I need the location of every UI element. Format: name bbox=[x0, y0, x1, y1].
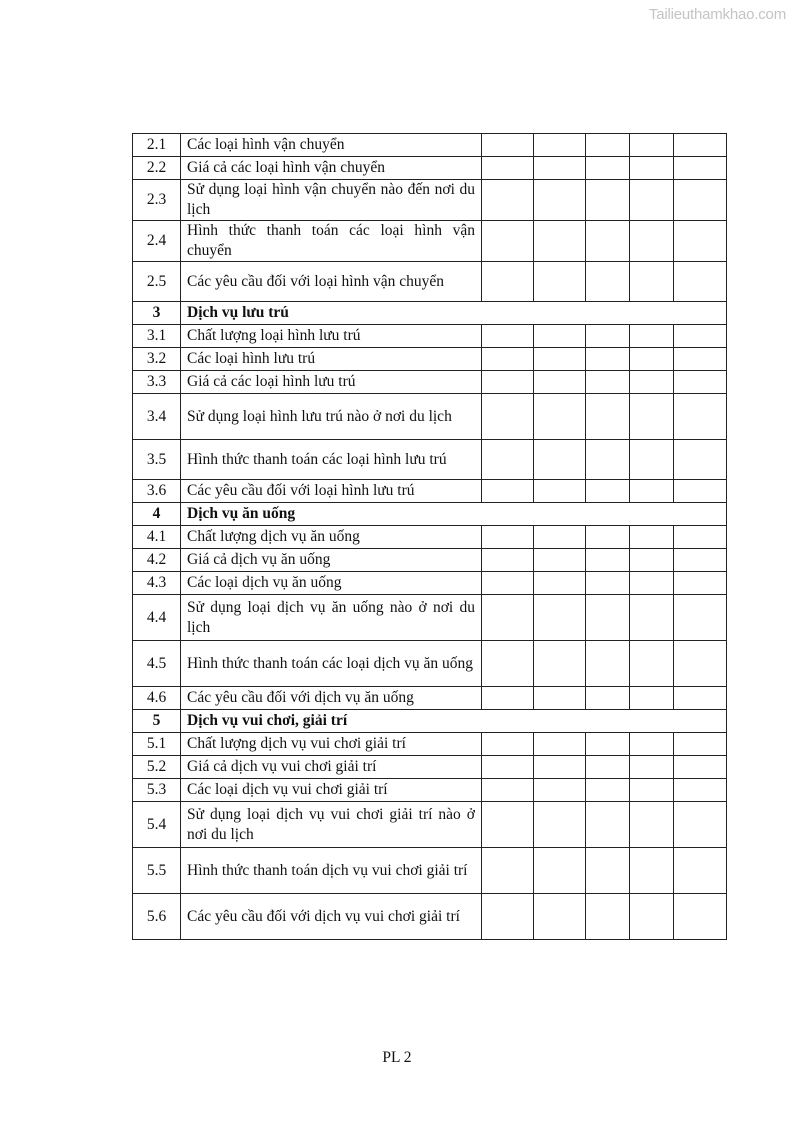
rating-cell[interactable] bbox=[586, 394, 630, 440]
rating-cell[interactable] bbox=[586, 440, 630, 480]
rating-cell[interactable] bbox=[674, 595, 727, 641]
rating-cell[interactable] bbox=[482, 779, 534, 802]
rating-cell[interactable] bbox=[534, 262, 586, 302]
table-row bbox=[133, 687, 727, 710]
row-number: 4.4 bbox=[133, 595, 181, 641]
rating-cell[interactable] bbox=[586, 262, 630, 302]
rating-cell[interactable] bbox=[630, 221, 674, 262]
section-title: Dịch vụ ăn uống bbox=[181, 503, 727, 526]
rating-cell[interactable] bbox=[630, 572, 674, 595]
criterion-text: Sử dụng loại dịch vụ vui chơi giải trí nào ở nơi du lịch bbox=[181, 802, 482, 848]
rating-cell[interactable] bbox=[482, 802, 534, 848]
table-row bbox=[133, 572, 727, 595]
row-number: 5.4 bbox=[133, 802, 181, 848]
rating-cell[interactable] bbox=[674, 641, 727, 687]
rating-cell[interactable] bbox=[534, 134, 586, 157]
table-row bbox=[133, 848, 727, 894]
rating-cell[interactable] bbox=[630, 756, 674, 779]
row-number: 3 bbox=[133, 302, 181, 325]
rating-cell[interactable] bbox=[482, 572, 534, 595]
rating-cell[interactable] bbox=[674, 549, 727, 572]
rating-cell[interactable] bbox=[674, 440, 727, 480]
criterion-text: Sử dụng loại hình vận chuyển nào đến nơi du lịch bbox=[181, 180, 482, 221]
rating-cell[interactable] bbox=[534, 394, 586, 440]
rating-cell[interactable] bbox=[534, 549, 586, 572]
rating-cell[interactable] bbox=[482, 262, 534, 302]
rating-cell[interactable] bbox=[534, 371, 586, 394]
rating-cell[interactable] bbox=[630, 157, 674, 180]
rating-cell[interactable] bbox=[630, 894, 674, 940]
row-number: 3.6 bbox=[133, 480, 181, 503]
rating-cell[interactable] bbox=[630, 180, 674, 221]
rating-cell[interactable] bbox=[586, 595, 630, 641]
criterion-text: Sử dụng loại dịch vụ ăn uống nào ở nơi du lịch bbox=[181, 595, 482, 641]
rating-cell[interactable] bbox=[482, 687, 534, 710]
row-number: 5.5 bbox=[133, 848, 181, 894]
rating-cell[interactable] bbox=[586, 733, 630, 756]
table-row bbox=[133, 480, 727, 503]
section-header-row bbox=[133, 710, 727, 733]
rating-cell[interactable] bbox=[586, 371, 630, 394]
rating-cell[interactable] bbox=[534, 480, 586, 503]
rating-cell[interactable] bbox=[586, 756, 630, 779]
rating-cell[interactable] bbox=[482, 221, 534, 262]
rating-cell[interactable] bbox=[586, 802, 630, 848]
rating-cell[interactable] bbox=[630, 848, 674, 894]
criterion-text: Các loại dịch vụ ăn uống bbox=[181, 572, 482, 595]
table-row bbox=[133, 595, 727, 641]
criterion-text: Các yêu cầu đối với dịch vụ ăn uống bbox=[181, 687, 482, 710]
criterion-text: Giá cả dịch vụ ăn uống bbox=[181, 549, 482, 572]
table-row bbox=[133, 394, 727, 440]
rating-cell[interactable] bbox=[534, 572, 586, 595]
rating-cell[interactable] bbox=[534, 779, 586, 802]
table-row bbox=[133, 733, 727, 756]
watermark: Tailieuthamkhao.com bbox=[648, 6, 786, 23]
rating-cell[interactable] bbox=[674, 180, 727, 221]
rating-cell[interactable] bbox=[674, 687, 727, 710]
rating-cell[interactable] bbox=[482, 134, 534, 157]
rating-cell[interactable] bbox=[586, 641, 630, 687]
rating-cell[interactable] bbox=[586, 779, 630, 802]
rating-cell[interactable] bbox=[534, 325, 586, 348]
criterion-text: Các loại dịch vụ vui chơi giải trí bbox=[181, 779, 482, 802]
rating-cell[interactable] bbox=[534, 733, 586, 756]
rating-cell[interactable] bbox=[586, 894, 630, 940]
row-number: 5.2 bbox=[133, 756, 181, 779]
rating-cell[interactable] bbox=[674, 221, 727, 262]
table-row bbox=[133, 348, 727, 371]
rating-cell[interactable] bbox=[534, 180, 586, 221]
rating-cell[interactable] bbox=[482, 157, 534, 180]
row-number: 2.2 bbox=[133, 157, 181, 180]
rating-cell[interactable] bbox=[674, 526, 727, 549]
rating-cell[interactable] bbox=[674, 894, 727, 940]
rating-cell[interactable] bbox=[482, 733, 534, 756]
rating-cell[interactable] bbox=[674, 802, 727, 848]
row-number: 4 bbox=[133, 503, 181, 526]
rating-cell[interactable] bbox=[674, 756, 727, 779]
criterion-text: Chất lượng loại hình lưu trú bbox=[181, 325, 482, 348]
rating-cell[interactable] bbox=[630, 134, 674, 157]
row-number: 5.3 bbox=[133, 779, 181, 802]
rating-cell[interactable] bbox=[674, 371, 727, 394]
rating-cell[interactable] bbox=[586, 348, 630, 371]
rating-cell[interactable] bbox=[674, 572, 727, 595]
table-row bbox=[133, 134, 727, 157]
rating-cell[interactable] bbox=[586, 848, 630, 894]
survey-table-body bbox=[133, 134, 727, 940]
row-number: 2.1 bbox=[133, 134, 181, 157]
criterion-text: Giá cả các loại hình vận chuyển bbox=[181, 157, 482, 180]
rating-cell[interactable] bbox=[586, 157, 630, 180]
rating-cell[interactable] bbox=[630, 348, 674, 371]
survey-table bbox=[132, 133, 727, 940]
rating-cell[interactable] bbox=[586, 221, 630, 262]
rating-cell[interactable] bbox=[674, 848, 727, 894]
rating-cell[interactable] bbox=[482, 371, 534, 394]
table-row bbox=[133, 325, 727, 348]
table-row bbox=[133, 526, 727, 549]
rating-cell[interactable] bbox=[630, 262, 674, 302]
rating-cell[interactable] bbox=[630, 440, 674, 480]
row-number: 4.2 bbox=[133, 549, 181, 572]
section-header-row bbox=[133, 302, 727, 325]
rating-cell[interactable] bbox=[630, 526, 674, 549]
rating-cell[interactable] bbox=[482, 526, 534, 549]
rating-cell[interactable] bbox=[482, 348, 534, 371]
rating-cell[interactable] bbox=[534, 687, 586, 710]
row-number: 2.4 bbox=[133, 221, 181, 262]
row-number: 3.4 bbox=[133, 394, 181, 440]
rating-cell[interactable] bbox=[534, 157, 586, 180]
rating-cell[interactable] bbox=[586, 180, 630, 221]
rating-cell[interactable] bbox=[674, 134, 727, 157]
table-row bbox=[133, 440, 727, 480]
criterion-text: Sử dụng loại hình lưu trú nào ở nơi du lịch bbox=[181, 394, 482, 440]
rating-cell[interactable] bbox=[482, 394, 534, 440]
rating-cell[interactable] bbox=[534, 440, 586, 480]
rating-cell[interactable] bbox=[674, 348, 727, 371]
row-number: 3.1 bbox=[133, 325, 181, 348]
table-row bbox=[133, 371, 727, 394]
criterion-text: Các loại hình vận chuyển bbox=[181, 134, 482, 157]
criterion-text: Hình thức thanh toán các loại hình lưu trú bbox=[181, 440, 482, 480]
row-number: 5.1 bbox=[133, 733, 181, 756]
rating-cell[interactable] bbox=[630, 733, 674, 756]
rating-cell[interactable] bbox=[586, 549, 630, 572]
row-number: 4.3 bbox=[133, 572, 181, 595]
criterion-text: Hình thức thanh toán các loại hình vận chuyển bbox=[181, 221, 482, 262]
rating-cell[interactable] bbox=[586, 526, 630, 549]
table-row bbox=[133, 894, 727, 940]
table-row bbox=[133, 157, 727, 180]
row-number: 3.3 bbox=[133, 371, 181, 394]
row-number: 2.5 bbox=[133, 262, 181, 302]
criterion-text: Giá cả dịch vụ vui chơi giải trí bbox=[181, 756, 482, 779]
table-row bbox=[133, 756, 727, 779]
table-row bbox=[133, 221, 727, 262]
section-header-row bbox=[133, 503, 727, 526]
rating-cell[interactable] bbox=[482, 641, 534, 687]
rating-cell[interactable] bbox=[482, 549, 534, 572]
rating-cell[interactable] bbox=[482, 440, 534, 480]
rating-cell[interactable] bbox=[534, 595, 586, 641]
section-title: Dịch vụ vui chơi, giải trí bbox=[181, 710, 727, 733]
rating-cell[interactable] bbox=[674, 262, 727, 302]
rating-cell[interactable] bbox=[630, 371, 674, 394]
page-number: PL 2 bbox=[382, 1049, 412, 1066]
criterion-text: Hình thức thanh toán các loại dịch vụ ăn uống bbox=[181, 641, 482, 687]
rating-cell[interactable] bbox=[630, 641, 674, 687]
rating-cell[interactable] bbox=[674, 325, 727, 348]
row-number: 5.6 bbox=[133, 894, 181, 940]
criterion-text: Các yêu cầu đối với dịch vụ vui chơi giải trí bbox=[181, 894, 482, 940]
row-number: 5 bbox=[133, 710, 181, 733]
rating-cell[interactable] bbox=[586, 572, 630, 595]
row-number: 3.2 bbox=[133, 348, 181, 371]
table-row bbox=[133, 180, 727, 221]
rating-cell[interactable] bbox=[630, 595, 674, 641]
rating-cell[interactable] bbox=[630, 325, 674, 348]
rating-cell[interactable] bbox=[534, 894, 586, 940]
rating-cell[interactable] bbox=[482, 325, 534, 348]
rating-cell[interactable] bbox=[674, 480, 727, 503]
table-row bbox=[133, 549, 727, 572]
rating-cell[interactable] bbox=[630, 687, 674, 710]
rating-cell[interactable] bbox=[534, 348, 586, 371]
rating-cell[interactable] bbox=[586, 480, 630, 503]
rating-cell[interactable] bbox=[630, 802, 674, 848]
criterion-text: Hình thức thanh toán dịch vụ vui chơi giải trí bbox=[181, 848, 482, 894]
row-number: 3.5 bbox=[133, 440, 181, 480]
rating-cell[interactable] bbox=[482, 848, 534, 894]
rating-cell[interactable] bbox=[482, 756, 534, 779]
rating-cell[interactable] bbox=[534, 526, 586, 549]
rating-cell[interactable] bbox=[674, 779, 727, 802]
row-number: 2.3 bbox=[133, 180, 181, 221]
rating-cell[interactable] bbox=[534, 802, 586, 848]
criterion-text: Các loại hình lưu trú bbox=[181, 348, 482, 371]
criterion-text: Các yêu cầu đối với loại hình vận chuyển bbox=[181, 262, 482, 302]
table-row bbox=[133, 641, 727, 687]
rating-cell[interactable] bbox=[586, 134, 630, 157]
criterion-text: Các yêu cầu đối với loại hình lưu trú bbox=[181, 480, 482, 503]
rating-cell[interactable] bbox=[534, 756, 586, 779]
criterion-text: Chất lượng dịch vụ ăn uống bbox=[181, 526, 482, 549]
rating-cell[interactable] bbox=[674, 157, 727, 180]
rating-cell[interactable] bbox=[630, 779, 674, 802]
rating-cell[interactable] bbox=[534, 641, 586, 687]
rating-cell[interactable] bbox=[482, 595, 534, 641]
rating-cell[interactable] bbox=[586, 325, 630, 348]
rating-cell[interactable] bbox=[630, 480, 674, 503]
rating-cell[interactable] bbox=[534, 221, 586, 262]
section-title: Dịch vụ lưu trú bbox=[181, 302, 727, 325]
rating-cell[interactable] bbox=[630, 549, 674, 572]
criterion-text: Chất lượng dịch vụ vui chơi giải trí bbox=[181, 733, 482, 756]
rating-cell[interactable] bbox=[482, 480, 534, 503]
rating-cell[interactable] bbox=[482, 894, 534, 940]
rating-cell[interactable] bbox=[674, 733, 727, 756]
rating-cell[interactable] bbox=[630, 394, 674, 440]
table-row bbox=[133, 779, 727, 802]
row-number: 4.1 bbox=[133, 526, 181, 549]
table-row bbox=[133, 262, 727, 302]
rating-cell[interactable] bbox=[534, 848, 586, 894]
rating-cell[interactable] bbox=[586, 687, 630, 710]
rating-cell[interactable] bbox=[674, 394, 727, 440]
criterion-text: Giá cả các loại hình lưu trú bbox=[181, 371, 482, 394]
row-number: 4.6 bbox=[133, 687, 181, 710]
rating-cell[interactable] bbox=[482, 180, 534, 221]
row-number: 4.5 bbox=[133, 641, 181, 687]
table-row bbox=[133, 802, 727, 848]
